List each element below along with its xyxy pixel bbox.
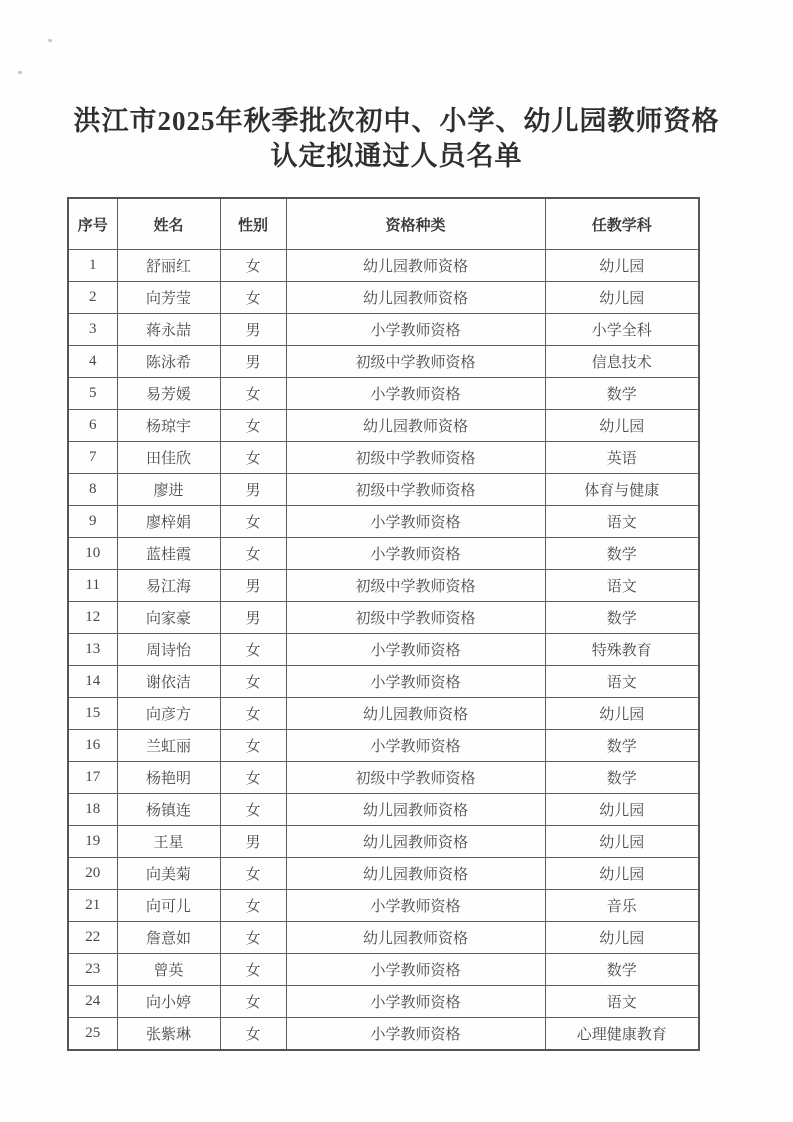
table-row [68,666,699,698]
table-row [68,730,699,762]
cell-teaching-subject: 幼儿园 [545,794,699,826]
table-row [68,282,699,314]
cell-gender: 女 [220,762,286,794]
cell-no: 1 [68,250,117,282]
table-row [68,250,699,282]
cell-name: 蓝桂霞 [117,538,220,570]
cell-teaching-subject: 小学全科 [545,314,699,346]
cell-no: 17 [68,762,117,794]
scan-artifact-speck [18,70,23,74]
cell-name: 杨琼宇 [117,410,220,442]
cell-teaching-subject: 幼儿园 [545,282,699,314]
table-row [68,602,699,634]
cell-teaching-subject: 语文 [545,986,699,1018]
table-body [68,250,699,1051]
cell-gender: 女 [220,890,286,922]
cell-gender: 女 [220,922,286,954]
cell-teaching-subject: 幼儿园 [545,826,699,858]
cell-name: 易芳媛 [117,378,220,410]
cell-teaching-subject: 幼儿园 [545,698,699,730]
cell-qualification-type: 小学教师资格 [286,314,545,346]
table-header-row [68,198,699,250]
cell-teaching-subject: 数学 [545,602,699,634]
cell-gender: 男 [220,602,286,634]
table-row [68,698,699,730]
cell-teaching-subject: 信息技术 [545,346,699,378]
cell-name: 杨艳明 [117,762,220,794]
cell-no: 10 [68,538,117,570]
cell-teaching-subject: 幼儿园 [545,922,699,954]
cell-qualification-type: 幼儿园教师资格 [286,410,545,442]
cell-gender: 女 [220,794,286,826]
table-row [68,954,699,986]
cell-qualification-type: 小学教师资格 [286,634,545,666]
cell-gender: 女 [220,282,286,314]
cell-name: 陈泳希 [117,346,220,378]
cell-name: 向芳莹 [117,282,220,314]
cell-gender: 男 [220,570,286,602]
table-row [68,538,699,570]
cell-qualification-type: 初级中学教师资格 [286,570,545,602]
column-header-name: 姓名 [117,198,220,250]
cell-name: 王星 [117,826,220,858]
cell-name: 向家豪 [117,602,220,634]
table-row [68,570,699,602]
cell-teaching-subject: 数学 [545,538,699,570]
cell-gender: 女 [220,250,286,282]
cell-gender: 女 [220,506,286,538]
cell-teaching-subject: 幼儿园 [545,410,699,442]
cell-qualification-type: 小学教师资格 [286,986,545,1018]
cell-no: 16 [68,730,117,762]
cell-no: 6 [68,410,117,442]
cell-gender: 女 [220,954,286,986]
cell-no: 18 [68,794,117,826]
cell-name: 舒丽红 [117,250,220,282]
cell-teaching-subject: 音乐 [545,890,699,922]
cell-gender: 女 [220,986,286,1018]
table-row [68,474,699,506]
cell-no: 15 [68,698,117,730]
cell-gender: 女 [220,378,286,410]
table-row [68,314,699,346]
cell-name: 张紫琳 [117,1018,220,1051]
cell-gender: 女 [220,666,286,698]
column-header-gender: 性别 [220,198,286,250]
cell-gender: 男 [220,474,286,506]
cell-teaching-subject: 数学 [545,954,699,986]
cell-gender: 女 [220,730,286,762]
cell-no: 4 [68,346,117,378]
cell-qualification-type: 幼儿园教师资格 [286,826,545,858]
cell-qualification-type: 小学教师资格 [286,538,545,570]
cell-no: 14 [68,666,117,698]
cell-no: 21 [68,890,117,922]
table-row [68,378,699,410]
cell-no: 24 [68,986,117,1018]
column-header-no: 序号 [68,198,117,250]
cell-qualification-type: 初级中学教师资格 [286,442,545,474]
cell-name: 田佳欣 [117,442,220,474]
table-row [68,410,699,442]
column-header-teaching-subject: 任教学科 [545,198,699,250]
document-title-line2: 认定拟通过人员名单 [270,141,523,171]
cell-teaching-subject: 语文 [545,506,699,538]
table-row [68,762,699,794]
cell-teaching-subject: 心理健康教育 [545,1018,699,1051]
cell-qualification-type: 幼儿园教师资格 [286,858,545,890]
table-row [68,858,699,890]
table-row [68,442,699,474]
cell-name: 廖进 [117,474,220,506]
cell-name: 杨镇连 [117,794,220,826]
cell-teaching-subject: 语文 [545,570,699,602]
cell-teaching-subject: 数学 [545,762,699,794]
cell-name: 向可儿 [117,890,220,922]
cell-no: 5 [68,378,117,410]
cell-qualification-type: 幼儿园教师资格 [286,250,545,282]
cell-qualification-type: 幼儿园教师资格 [286,282,545,314]
cell-qualification-type: 小学教师资格 [286,378,545,410]
cell-no: 9 [68,506,117,538]
cell-gender: 男 [220,346,286,378]
cell-teaching-subject: 幼儿园 [545,858,699,890]
cell-teaching-subject: 数学 [545,378,699,410]
cell-name: 曾英 [117,954,220,986]
table-row [68,1018,699,1051]
cell-name: 廖梓娟 [117,506,220,538]
table-row [68,986,699,1018]
cell-qualification-type: 小学教师资格 [286,1018,545,1051]
cell-qualification-type: 幼儿园教师资格 [286,698,545,730]
document-title-line1: 洪江市2025年秋季批次初中、小学、幼儿园教师资格 [73,106,720,136]
table-row [68,922,699,954]
cell-name: 向美菊 [117,858,220,890]
table-row [68,890,699,922]
cell-no: 11 [68,570,117,602]
cell-name: 周诗怡 [117,634,220,666]
table-row [68,506,699,538]
cell-qualification-type: 初级中学教师资格 [286,474,545,506]
cell-name: 蒋永喆 [117,314,220,346]
cell-gender: 女 [220,538,286,570]
cell-qualification-type: 幼儿园教师资格 [286,794,545,826]
cell-qualification-type: 初级中学教师资格 [286,762,545,794]
cell-gender: 女 [220,1018,286,1051]
cell-teaching-subject: 幼儿园 [545,250,699,282]
cell-gender: 女 [220,442,286,474]
cell-qualification-type: 幼儿园教师资格 [286,922,545,954]
scan-artifact-speck [48,38,53,42]
cell-teaching-subject: 体育与健康 [545,474,699,506]
cell-no: 8 [68,474,117,506]
cell-no: 23 [68,954,117,986]
cell-name: 兰虹丽 [117,730,220,762]
cell-name: 詹意如 [117,922,220,954]
cell-gender: 女 [220,410,286,442]
cell-no: 3 [68,314,117,346]
table-row [68,634,699,666]
cell-no: 19 [68,826,117,858]
cell-gender: 女 [220,858,286,890]
cell-qualification-type: 小学教师资格 [286,506,545,538]
cell-name: 向小婷 [117,986,220,1018]
cell-name: 向彦方 [117,698,220,730]
cell-qualification-type: 小学教师资格 [286,666,545,698]
cell-qualification-type: 小学教师资格 [286,954,545,986]
cell-teaching-subject: 特殊教育 [545,634,699,666]
cell-no: 22 [68,922,117,954]
cell-teaching-subject: 英语 [545,442,699,474]
cell-teaching-subject: 数学 [545,730,699,762]
cell-no: 12 [68,602,117,634]
cell-no: 13 [68,634,117,666]
cell-name: 谢依洁 [117,666,220,698]
qualification-table [67,197,700,1051]
cell-no: 7 [68,442,117,474]
cell-qualification-type: 小学教师资格 [286,890,545,922]
cell-qualification-type: 初级中学教师资格 [286,346,545,378]
cell-qualification-type: 初级中学教师资格 [286,602,545,634]
table-row [68,794,699,826]
cell-name: 易江海 [117,570,220,602]
cell-gender: 女 [220,634,286,666]
cell-qualification-type: 小学教师资格 [286,730,545,762]
cell-no: 25 [68,1018,117,1051]
column-header-qualification-type: 资格种类 [286,198,545,250]
cell-gender: 男 [220,314,286,346]
cell-gender: 女 [220,698,286,730]
table-row [68,346,699,378]
cell-teaching-subject: 语文 [545,666,699,698]
cell-no: 20 [68,858,117,890]
cell-gender: 男 [220,826,286,858]
cell-no: 2 [68,282,117,314]
document-title [0,104,793,174]
table-row [68,826,699,858]
